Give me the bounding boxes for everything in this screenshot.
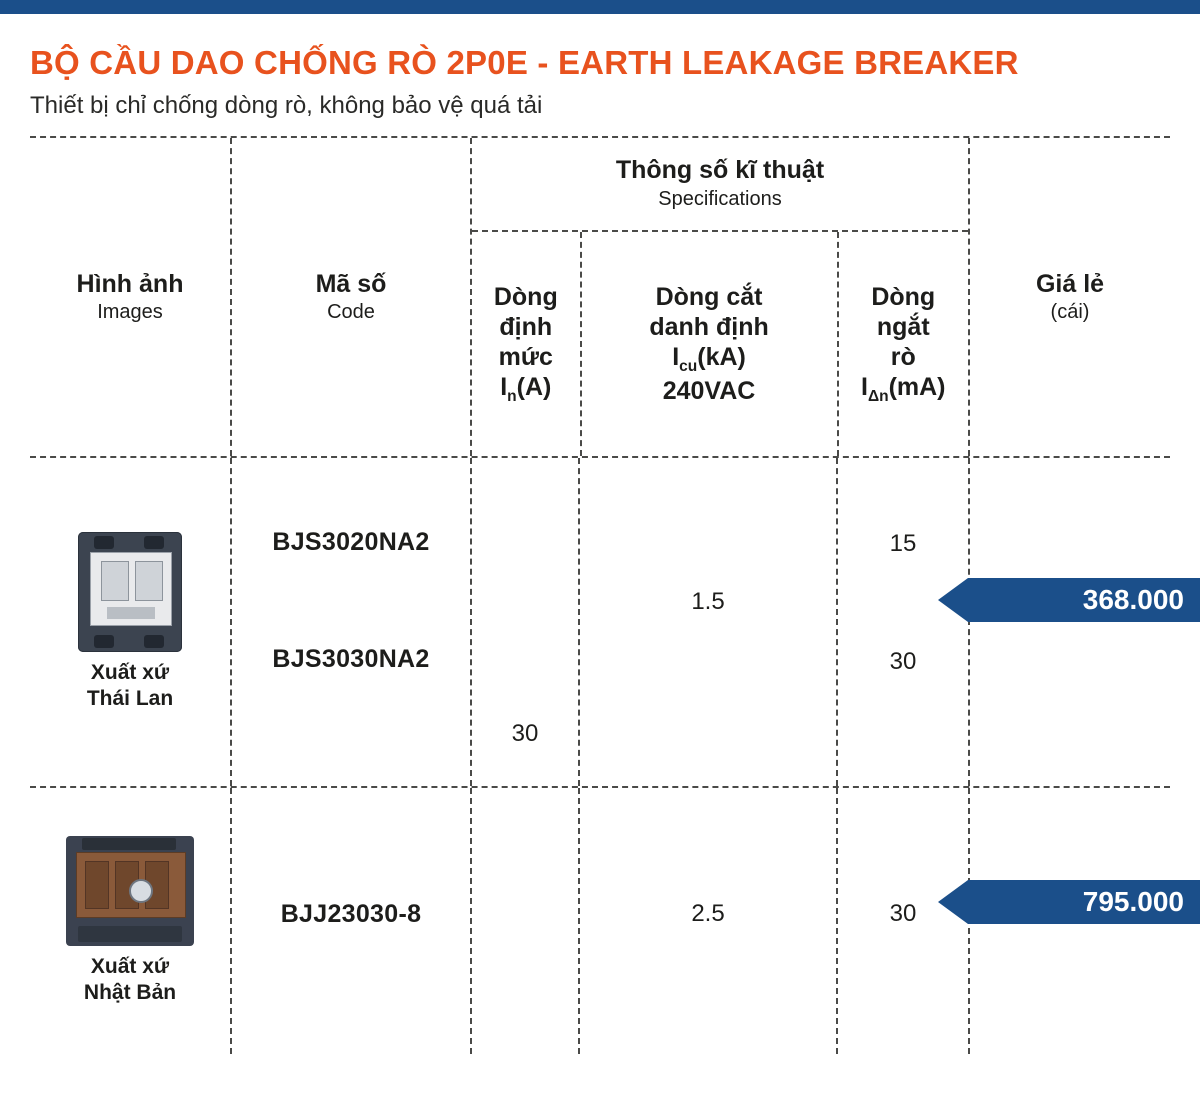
header-rated-symbol-sub: n (507, 387, 517, 405)
row1-breaking-capacity-value: 1.5 (691, 587, 725, 615)
header-leakage-line1: Dòng (871, 282, 936, 311)
row1-price-cell (968, 458, 1170, 786)
page-content (0, 44, 1200, 1054)
row2-origin (84, 954, 176, 1007)
row1-rated-current-value: 30 (511, 719, 539, 747)
header-leakage-symbol-sub: Δn (867, 387, 889, 405)
header-leakage-symbol-prefix: I (861, 372, 868, 401)
row1-leakage-value-2: 30 (889, 647, 917, 675)
header-image-label: Hình ảnh (76, 269, 184, 298)
row2-price-value: 795.000 (1082, 885, 1184, 917)
specification-table (30, 136, 1184, 1054)
row2-code-cell (230, 788, 470, 1054)
header-rated-line1: Dòng (493, 282, 558, 311)
header-breaking-line1: Dòng cắt (655, 282, 763, 311)
row2-price-tag (968, 880, 1200, 924)
row2-origin-line2: Nhật Bản (83, 980, 177, 1004)
header-cell-price (968, 138, 1170, 456)
header-breaking-symbol (672, 342, 746, 377)
header-breaking-symbol-sub: cu (679, 357, 698, 375)
row2-breaking-capacity-cell (578, 788, 836, 1054)
row1-origin (87, 660, 173, 713)
row1-rated-current-cell (470, 458, 578, 786)
header-code-label: Mã số (315, 269, 387, 298)
page-subtitle: Thiết bị chỉ chống dòng rò, không bảo vệ quá tải (30, 91, 543, 119)
top-accent-bar (0, 0, 1200, 14)
row1-leakage-current-cell (836, 458, 968, 786)
row2-code-1: BJJ23030-8 (280, 899, 422, 928)
header-rated-symbol (500, 372, 551, 407)
row1-code-1: BJS3020NA2 (272, 527, 430, 556)
row1-image-cell (30, 458, 230, 786)
row1-breaking-capacity-cell (578, 458, 836, 786)
row1-origin-line2: Thái Lan (86, 686, 174, 710)
header-spec-group-title-area (472, 138, 968, 230)
header-cell-leakage-current (837, 232, 968, 456)
breaker-thailand-photo (78, 532, 182, 652)
header-leakage-symbol (861, 372, 946, 407)
header-rated-line3: mức (498, 342, 553, 371)
header-cell-image (30, 138, 230, 456)
row1-code-2: BJS3030NA2 (272, 644, 430, 673)
header-leakage-line3: rò (890, 342, 916, 371)
header-breaking-symbol-prefix: I (672, 342, 680, 371)
row2-image-cell (30, 788, 230, 1054)
header-leakage-line2: ngắt (876, 312, 930, 341)
header-cell-breaking-capacity (580, 232, 837, 456)
header-spec-title: Thông số kĩ thuật (615, 155, 825, 184)
header-rated-symbol-suffix: (A) (516, 372, 552, 401)
row2-rated-current-cell (470, 788, 578, 1054)
header-spec-group (470, 138, 968, 456)
table-row (30, 788, 1184, 1054)
row2-leakage-value-1: 30 (889, 899, 917, 927)
header-breaking-voltage: 240VAC (662, 377, 756, 406)
row1-origin-line1: Xuất xứ (90, 660, 170, 684)
table-row (30, 458, 1184, 786)
row2-origin-line1: Xuất xứ (90, 954, 170, 978)
header-breaking-line2: danh định (649, 312, 769, 341)
header-rated-symbol-prefix: I (500, 372, 508, 401)
header-spec-subtitle: Specifications (658, 188, 782, 211)
header-spec-subcolumns (472, 232, 968, 456)
header-image-sublabel: Images (97, 301, 163, 324)
header-price-label: Giá lẻ (1035, 269, 1105, 298)
header-breaking-symbol-suffix: (kA) (697, 342, 746, 371)
page-title: BỘ CẦU DAO CHỐNG RÒ 2P0E - EARTH LEAKAGE BREAKER (30, 44, 1019, 81)
header-leakage-symbol-suffix: (mA) (888, 372, 946, 401)
row1-code-cell (230, 458, 470, 786)
row1-leakage-value-1: 15 (889, 529, 917, 557)
breaker-japan-photo (66, 836, 194, 946)
row1-price-tag (968, 578, 1200, 622)
header-cell-rated-current (472, 232, 580, 456)
header-rated-line2: định (499, 312, 553, 341)
table-header (30, 138, 1170, 456)
header-code-sublabel: Code (327, 301, 375, 324)
header-cell-code (230, 138, 470, 456)
header-price-sublabel: (cái) (1050, 301, 1090, 324)
row1-price-value: 368.000 (1082, 583, 1184, 615)
row2-breaking-capacity-value: 2.5 (691, 899, 725, 927)
